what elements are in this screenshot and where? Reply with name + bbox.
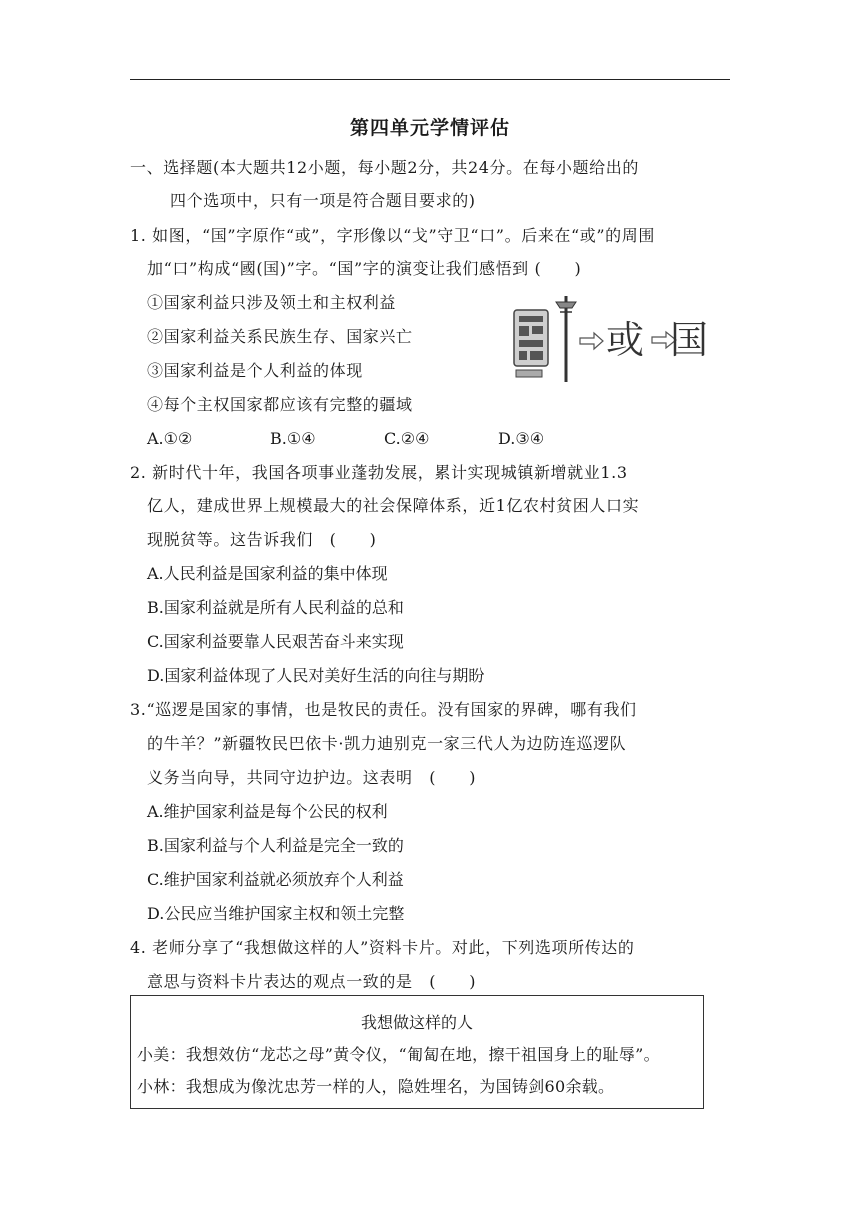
q1-item-3: ③国家利益是个人利益的体现 xyxy=(147,361,363,380)
q3-option-c[interactable]: C.维护国家利益就必须放弃个人利益 xyxy=(147,870,404,889)
q1-option-a[interactable]: A.①② xyxy=(147,429,193,448)
q3-option-a[interactable]: A.维护国家利益是每个公民的权利 xyxy=(147,802,388,821)
q1-item-2: ②国家利益关系民族生存、国家兴亡 xyxy=(147,327,413,346)
info-card-line-xiaomei: 小美：我想效仿“龙芯之母”黄令仪，“匍匐在地，擦干祖国身上的耻辱”。 xyxy=(137,1045,660,1064)
page-title: 第四单元学情评估 xyxy=(349,117,510,139)
header-rule xyxy=(130,79,730,80)
info-card xyxy=(130,995,704,1109)
q1-item-4: ④每个主权国家都应该有完整的疆域 xyxy=(147,395,413,414)
q4-stem-line2: 意思与资料卡片表达的观点一致的是 ( ) xyxy=(147,972,477,991)
q2-stem-line1: 2. 新时代十年，我国各项事业蓬勃发展，累计实现城镇新增就业1.3 xyxy=(130,463,628,482)
section-heading-line1: 一、选择题(本大题共12小题，每小题2分，共24分。在每小题给出的 xyxy=(130,158,639,177)
q2-stem-line2: 亿人，建成世界上规模最大的社会保障体系，近1亿农村贫困人口实 xyxy=(147,496,640,515)
info-card-line-xiaolin: 小林：我想成为像沈忠芳一样的人，隐姓埋名，为国铸剑60余载。 xyxy=(137,1077,615,1096)
q3-stem-line2: 的牛羊？”新疆牧民巴依卡·凯力迪别克一家三代人为边防连巡逻队 xyxy=(147,734,627,753)
q1-item-1: ①国家利益只涉及领土和主权利益 xyxy=(147,293,397,312)
q1-option-b[interactable]: B.①④ xyxy=(270,429,316,448)
info-card-title: 我想做这样的人 xyxy=(360,1013,473,1032)
q1-option-c[interactable]: C.②④ xyxy=(384,429,430,448)
q2-option-b[interactable]: B.国家利益就是所有人民利益的总和 xyxy=(147,598,404,617)
section-heading-line2: 四个选项中，只有一项是符合题目要求的) xyxy=(170,191,476,210)
q2-option-c[interactable]: C.国家利益要靠人民艰苦奋斗来实现 xyxy=(147,632,404,651)
q3-option-b[interactable]: B.国家利益与个人利益是完全一致的 xyxy=(147,836,404,855)
q2-stem-line3: 现脱贫等。这告诉我们 ( ) xyxy=(147,530,377,549)
q3-stem-line1: 3.“巡逻是国家的事情，也是牧民的责任。没有国家的界碑，哪有我们 xyxy=(130,700,637,719)
character-evolution-figure xyxy=(510,290,710,386)
q2-option-d[interactable]: D.国家利益体现了人民对美好生活的向往与期盼 xyxy=(147,666,485,685)
q3-option-d[interactable]: D.公民应当维护国家主权和领土完整 xyxy=(147,904,405,923)
q2-option-a[interactable]: A.人民利益是国家利益的集中体现 xyxy=(147,564,388,583)
q1-stem-line1: 1. 如图，“国”字原作“或”，字形像以“戈”守卫“口”。后来在“或”的周围 xyxy=(130,226,655,245)
q1-stem-line2: 加“口”构成“國(国)”字。“国”字的演变让我们感悟到 ( ) xyxy=(147,259,582,278)
q4-stem-line1: 4. 老师分享了“我想做这样的人”资料卡片。对此，下列选项所传达的 xyxy=(130,938,635,957)
q3-stem-line3: 义务当向导，共同守边护边。这表明 ( ) xyxy=(147,768,477,787)
q1-option-d[interactable]: D.③④ xyxy=(498,429,545,448)
glyph-huo: 或 xyxy=(606,318,645,362)
glyph-guo: 国 xyxy=(670,318,709,362)
